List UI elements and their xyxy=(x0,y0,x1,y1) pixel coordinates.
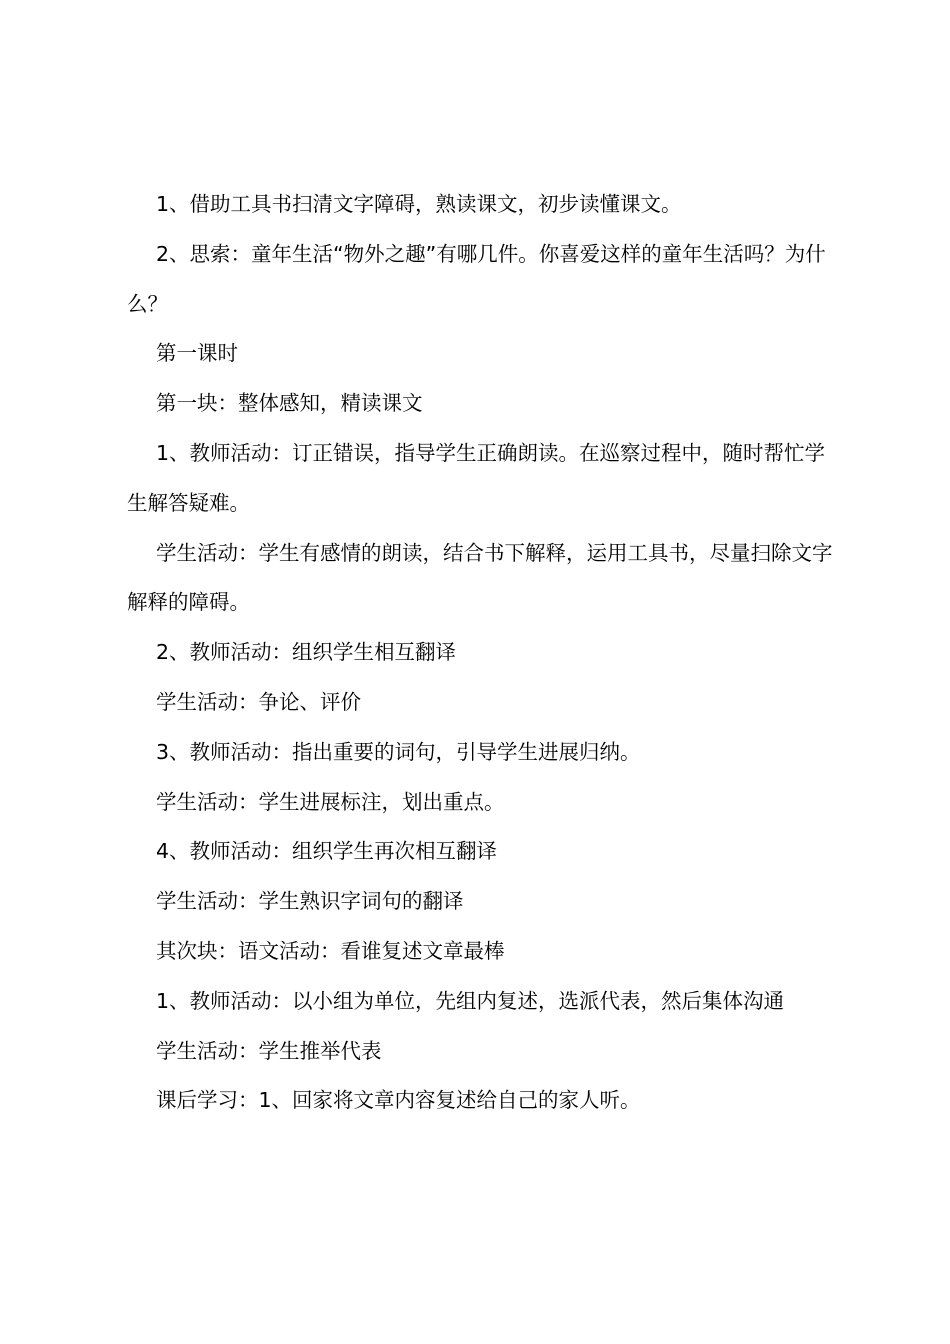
student-activity-2: 学生活动：争论、评价 xyxy=(156,689,361,714)
teacher-activity-2: 2、教师活动：组织学生相互翻译 xyxy=(156,640,457,665)
homework-paragraph: 课后学习：1、回家将文章内容复述给自己的家人听。 xyxy=(156,1088,641,1113)
paragraph-objective-2: 2、思索：童年生活“物外之趣”有哪几件。你喜爱这样的童年生活吗？为什么？ xyxy=(127,241,826,316)
lesson-heading: 第一课时 xyxy=(156,341,238,366)
paragraph-objective-1: 1、借助工具书扫清文字障碍，熟读课文，初步读懂课文。 xyxy=(156,192,682,216)
document-body xyxy=(127,180,837,1126)
student-activity-5: 学生活动：学生推举代表 xyxy=(156,1038,382,1063)
teacher-activity-4: 4、教师活动：组织学生再次相互翻译 xyxy=(156,839,498,864)
student-activity-4: 学生活动：学生熟识字词句的翻译 xyxy=(156,889,464,914)
section-heading-1: 第一块：整体感知，精读课文 xyxy=(156,391,423,416)
student-activity-3: 学生活动：学生进展标注，划出重点。 xyxy=(156,789,505,814)
student-activity-1: 学生活动：学生有感情的朗读，结合书下解释，运用工具书，尽量扫除文字解释的障碍。 xyxy=(127,540,833,615)
teacher-activity-5: 1、教师活动：以小组为单位，先组内复述，选派代表，然后集体沟通 xyxy=(156,988,785,1013)
section-heading-2: 其次块：语文活动：看谁复述文章最棒 xyxy=(156,938,505,963)
teacher-activity-3: 3、教师活动：指出重要的词句，引导学生进展归纳。 xyxy=(156,739,641,764)
teacher-activity-1: 1、教师活动：订正错误，指导学生正确朗读。在巡察过程中，随时帮忙学生解答疑难。 xyxy=(127,440,826,515)
